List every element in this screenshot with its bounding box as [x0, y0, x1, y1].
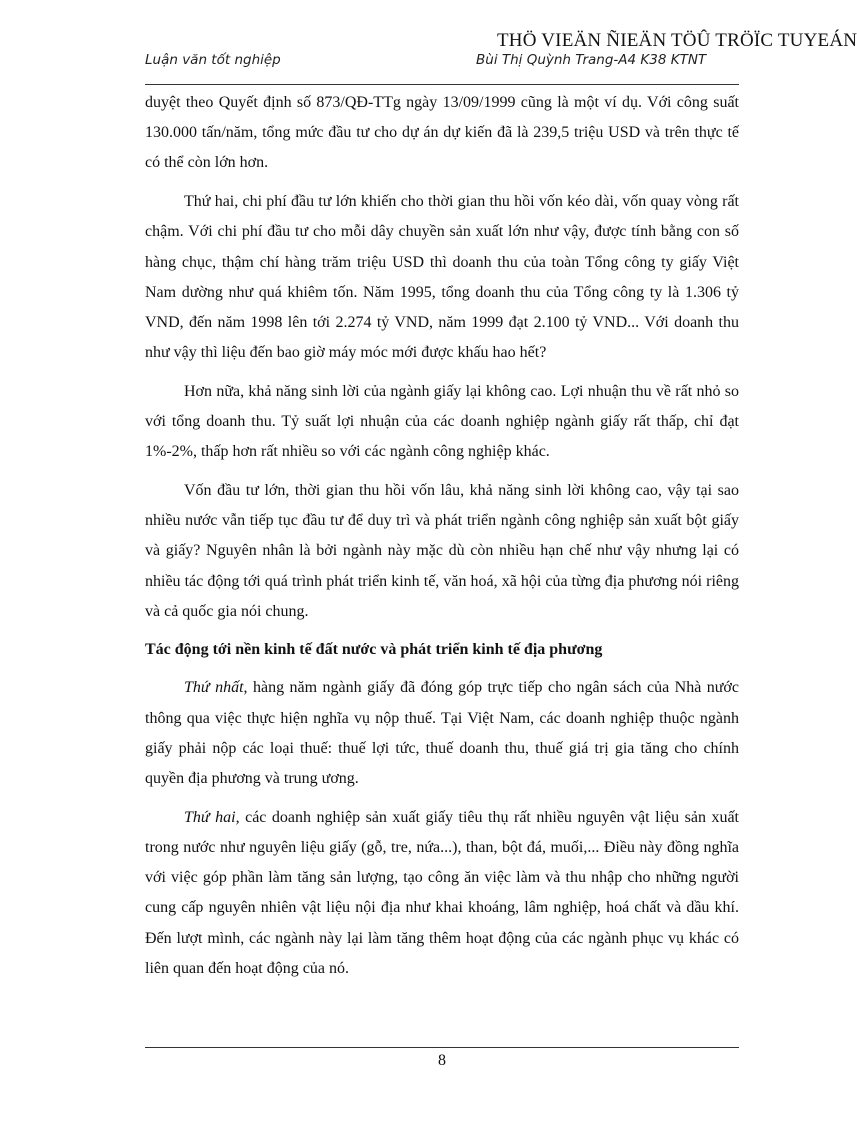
paragraph-1: duyệt theo Quyết định số 873/QĐ-TTg ngày 13/09/1999 cũng là một ví dụ. Với công suất 130.000 tấn/năm, tổng mức đầu tư cho dự án dự kiến đã là 239,5 triệu USD và trên thực tế có thể còn lớn hơn. [145, 94, 739, 172]
footer-divider [145, 1047, 739, 1048]
header-right: Bùi Thị Quỳnh Trang-A4 K38 KTNT [476, 52, 707, 68]
section-heading: Tác động tới nền kinh tế đất nước và phát triển kinh tế địa phương [145, 641, 603, 659]
page-number: 8 [438, 1052, 446, 1069]
paragraph-5-text: , hàng năm ngành giấy đã đóng góp trực tiếp cho ngân sách của Nhà nước thông qua việc thực hiện nghĩa vụ nộp thuế. Tại Việt Nam, các doanh nghiệp thuộc ngành giấy phải nộp các loại thuế: thuế lợi tức, thuế doanh thu, thuế giá trị gia tăng cho chính quyền địa phương và trung ương. [145, 679, 739, 788]
paragraph-3: Hơn nữa, khả năng sinh lời của ngành giấy lại không cao. Lợi nhuận thu về rất nhỏ so với tổng doanh thu. Tỷ suất lợi nhuận của các doanh nghiệp ngành giấy rất thấp, chỉ đạt 1%-2%, thấp hơn rất nhiều so với các ngành công nghiệp khác. [145, 382, 739, 461]
paragraph-4: Vốn đầu tư lớn, thời gian thu hồi vốn lâu, khả năng sinh lời không cao, vậy tại sao nhiều nước vẫn tiếp tục đầu tư để duy trì và phát triển ngành công nghiệp sản xuất bột giấy và giấy? Nguyên nhân là bởi ngành này mặc dù còn nhiều hạn chế như vậy nhưng lại có nhiều tác động tới quá trình phát triển kinh tế, văn hoá, xã hội của từng địa phương nói riêng và cả quốc gia nói chung. [145, 481, 739, 620]
watermark-text: THÖ VIEÄN ÑIEÄN TÖÛ TRÖÏC TUYEÁN [497, 30, 857, 51]
header-left: Luận văn tốt nghiệp [145, 52, 281, 68]
page-body [145, 88, 739, 992]
paragraph-6-text: các doanh nghiệp sản xuất giấy tiêu thụ rất nhiều nguyên vật liệu sản xuất trong nước như nguyên liệu giấy (gỗ, tre, nứa...), than, bột đá, muối,... Điều này đồng nghĩa với việc góp phần làm tăng sản lượng, tạo công ăn việc làm và thu nhập cho những người cung cấp nguyên nhiên vật liệu nội địa như khai khoáng, lâm nghiệp, hoá chất và dầu khí. Đến lượt mình, các ngành này lại làm tăng thêm hoạt động của các ngành phục vụ khác có liên quan đến hoạt động của nó. [145, 808, 740, 977]
paragraph-6 [145, 803, 739, 984]
paragraph-2: Thứ hai, chi phí đầu tư lớn khiến cho thời gian thu hồi vốn kéo dài, vốn quay vòng rất chậm. Với chi phí đầu tư cho mỗi dây chuyền sản xuất lớn như vậy, được tính bằng con số hàng chục, thậm chí hàng trăm triệu USD thì doanh thu của toàn Tổng công ty giấy Việt Nam dường như quá khiêm tốn. Năm 1995, tổng doanh thu của Tổng công ty là 1.306 tỷ VND, đến năm 1998 lên tới 2.274 tỷ VND, năm 1999 đạt 2.100 tỷ VND... Với doanh thu như vậy thì liệu đến bao giờ máy móc mới được khấu hao hết? [145, 193, 739, 362]
paragraph-5-lead: Thứ nhất [184, 679, 244, 697]
paragraph-6-lead: Thứ hai, [184, 808, 240, 826]
header-divider [145, 84, 739, 85]
paragraph-5 [145, 673, 739, 794]
